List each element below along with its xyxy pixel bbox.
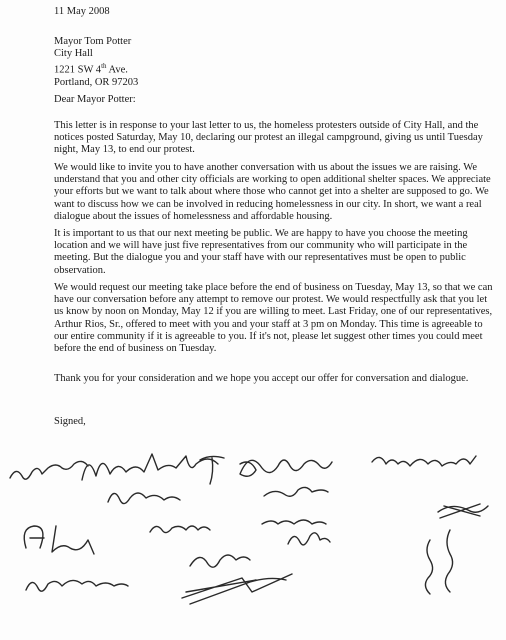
salutation: Dear Mayor Potter: bbox=[54, 94, 136, 105]
paragraph-2: We would like to invite you to have another conversation with us about the issues we are raising. We understand that you and other city officials are working to open additional shelter spaces. We appreciate your efforts but we want to talk about where those who cannot get into a shelter are supposed to go. We want to discuss how we can be involved in reducing homelessness in our city. In short, we want a real dialogue about the issues of homelessness and affordable housing. bbox=[54, 162, 491, 222]
paragraph-5: Thank you for your consideration and we hope you accept our offer for conversation and dialogue. bbox=[54, 373, 469, 384]
paragraph-1: This letter is in response to your last letter to us, the homeless protesters outside of City Hall, and the notices posted Saturday, May 10, declaring our protest an illegal campground, giving us until Tuesday night, May 13, to end our protest. bbox=[54, 120, 483, 156]
recipient-office: City Hall bbox=[54, 48, 93, 59]
recipient-name: Mayor Tom Potter bbox=[54, 36, 132, 47]
recipient-city: Portland, OR 97203 bbox=[54, 76, 139, 88]
signed-label: Signed, bbox=[54, 416, 86, 427]
paragraph-3: It is important to us that our next meeting be public. We are happy to have you choose the meeting location and we will have just five representatives from our community who will participate in the meeting. But the dialogue you and your staff have with our representatives must be open to public observation. bbox=[54, 228, 468, 276]
letter-date: 11 May 2008 bbox=[54, 6, 110, 17]
recipient-street: 1221 SW 4th Ave. bbox=[54, 62, 128, 76]
paragraph-4: We would request our meeting take place before the end of business on Tuesday, May 13, so that we can have our conversation before any attempt to remove our protest. We would respectfully ask that you let us know by noon on Monday, May 12 if you are willing to meet. Last Friday, one of our representatives, Arthur Rios, Sr., offered to meet with you and your staff at 3 pm on Monday. This time is agreeable to our entire community if it is agreeable to you. If it's not, please let suggest other times you could meet before the end of business on Tuesday. bbox=[54, 282, 493, 355]
